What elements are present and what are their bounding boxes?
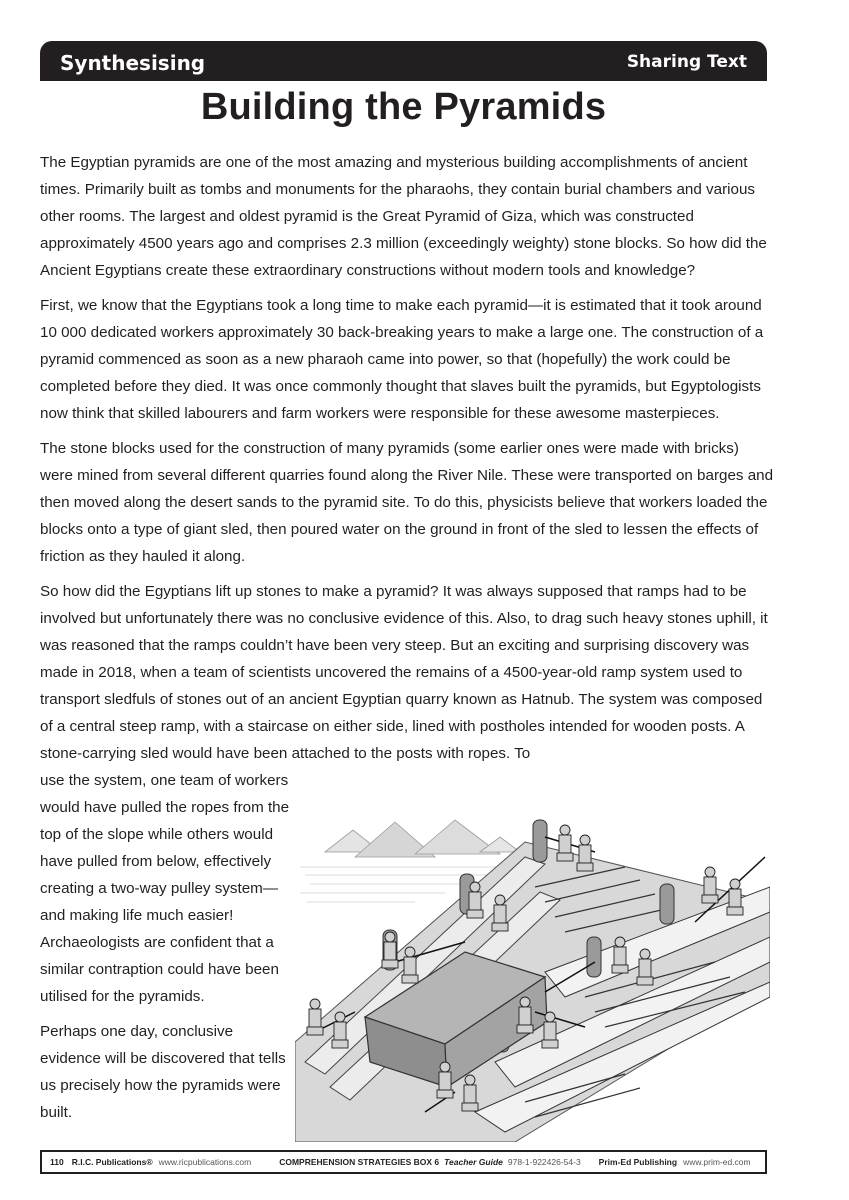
distant-pyramids bbox=[325, 820, 520, 857]
second-publisher-name: Prim-Ed Publishing bbox=[598, 1157, 678, 1167]
page-number: 110 bbox=[50, 1157, 64, 1167]
text-type-label: Sharing Text bbox=[626, 52, 747, 72]
paragraph-stone-blocks: The stone blocks used for the construction of many pyramids (some earlier ones were made with bricks) were mined from several different quarries found along the River Nile. These were transported on barges and then moved along the desert sands to the pyramid site. To do this, physicists believe that workers loaded the blocks onto a type of giant sled, then poured water on the ground in front of the sled to lessen the effects of friction as they hauled it along. bbox=[40, 440, 774, 565]
publisher-url: www.ricpublications.com bbox=[158, 1157, 252, 1167]
paragraph-intro: The Egyptian pyramids are one of the most amazing and mysterious building accomplishments of ancient times. Primarily built as tombs and monuments for the pharaohs, they contain burial chambers and various other rooms. The largest and oldest pyramid is the Great Pyramid of Giza, which was constructed approximately 4500 years ago and comprises 2.3 million (exceedingly weighty) stone blocks. So how did the Ancient Egyptians create these extraordinary constructions without modern tools and knowledge? bbox=[40, 154, 767, 279]
series-title: COMPREHENSION STRATEGIES BOX 6 bbox=[279, 1157, 440, 1167]
paragraph-ramps: So how did the Egyptians lift up stones to make a pyramid? It was always supposed that ramps had to be involved but unfortunately there was no conclusive evidence of this. Also, to drag such heavy stones uphill, it was reasoned that the ramps couldn’t have been very steep. But an exciting and surprising discovery was made in 2018, when a team of scientists uncovered the remains of a 4500-year-old ramp system used to transport sledfuls of stones out of an ancient Egyptian quarry known as Hatnub. The system was composed of a central steep ramp, with a staircase on either side, lined with postholes intended for wooden posts. A stone-carrying sled would have been attached to the posts with ropes. To bbox=[40, 583, 768, 762]
guide-label: Teacher Guide bbox=[444, 1157, 503, 1167]
paragraph-workers: First, we know that the Egyptians took a long time to make each pyramid—it is estimated that it took around 10 000 dedicated workers approximately 30 back-breaking years to make a large one. The construction of a pyramid commenced as soon as a new pharaoh came into power, so that (hopefully) the work could be completed before they died. It was once commonly thought that slaves built the pyramids, but Egyptologists now think that skilled labourers and farm workers were responsible for these awesome masterpieces. bbox=[40, 297, 764, 422]
narrow-text-column bbox=[40, 767, 298, 1126]
isbn: 978-1-922426-54-3 bbox=[507, 1157, 581, 1167]
page-footer bbox=[40, 1152, 767, 1174]
strategy-label: Synthesising bbox=[60, 51, 206, 75]
paragraph-conclusion: Perhaps one day, conclusive evidence will be discovered that tells us precisely how the pyramids were built. bbox=[40, 1023, 286, 1121]
paragraph-pulley: use the system, one team of workers would have pulled the ropes from the top of the slope while others would have pulled from below, effectively creating a two-way pulley system—and making life much easier! Archaeologists are confident that a similar contraption could have been utilised for the pyramids. bbox=[40, 772, 290, 1005]
second-publisher-url: www.prim-ed.com bbox=[683, 1157, 751, 1167]
ramp-illustration bbox=[295, 812, 770, 1142]
publisher-name: R.I.C. Publications® bbox=[71, 1157, 153, 1167]
section-header-bar bbox=[40, 41, 767, 81]
page-title: Building the Pyramids bbox=[200, 86, 607, 128]
